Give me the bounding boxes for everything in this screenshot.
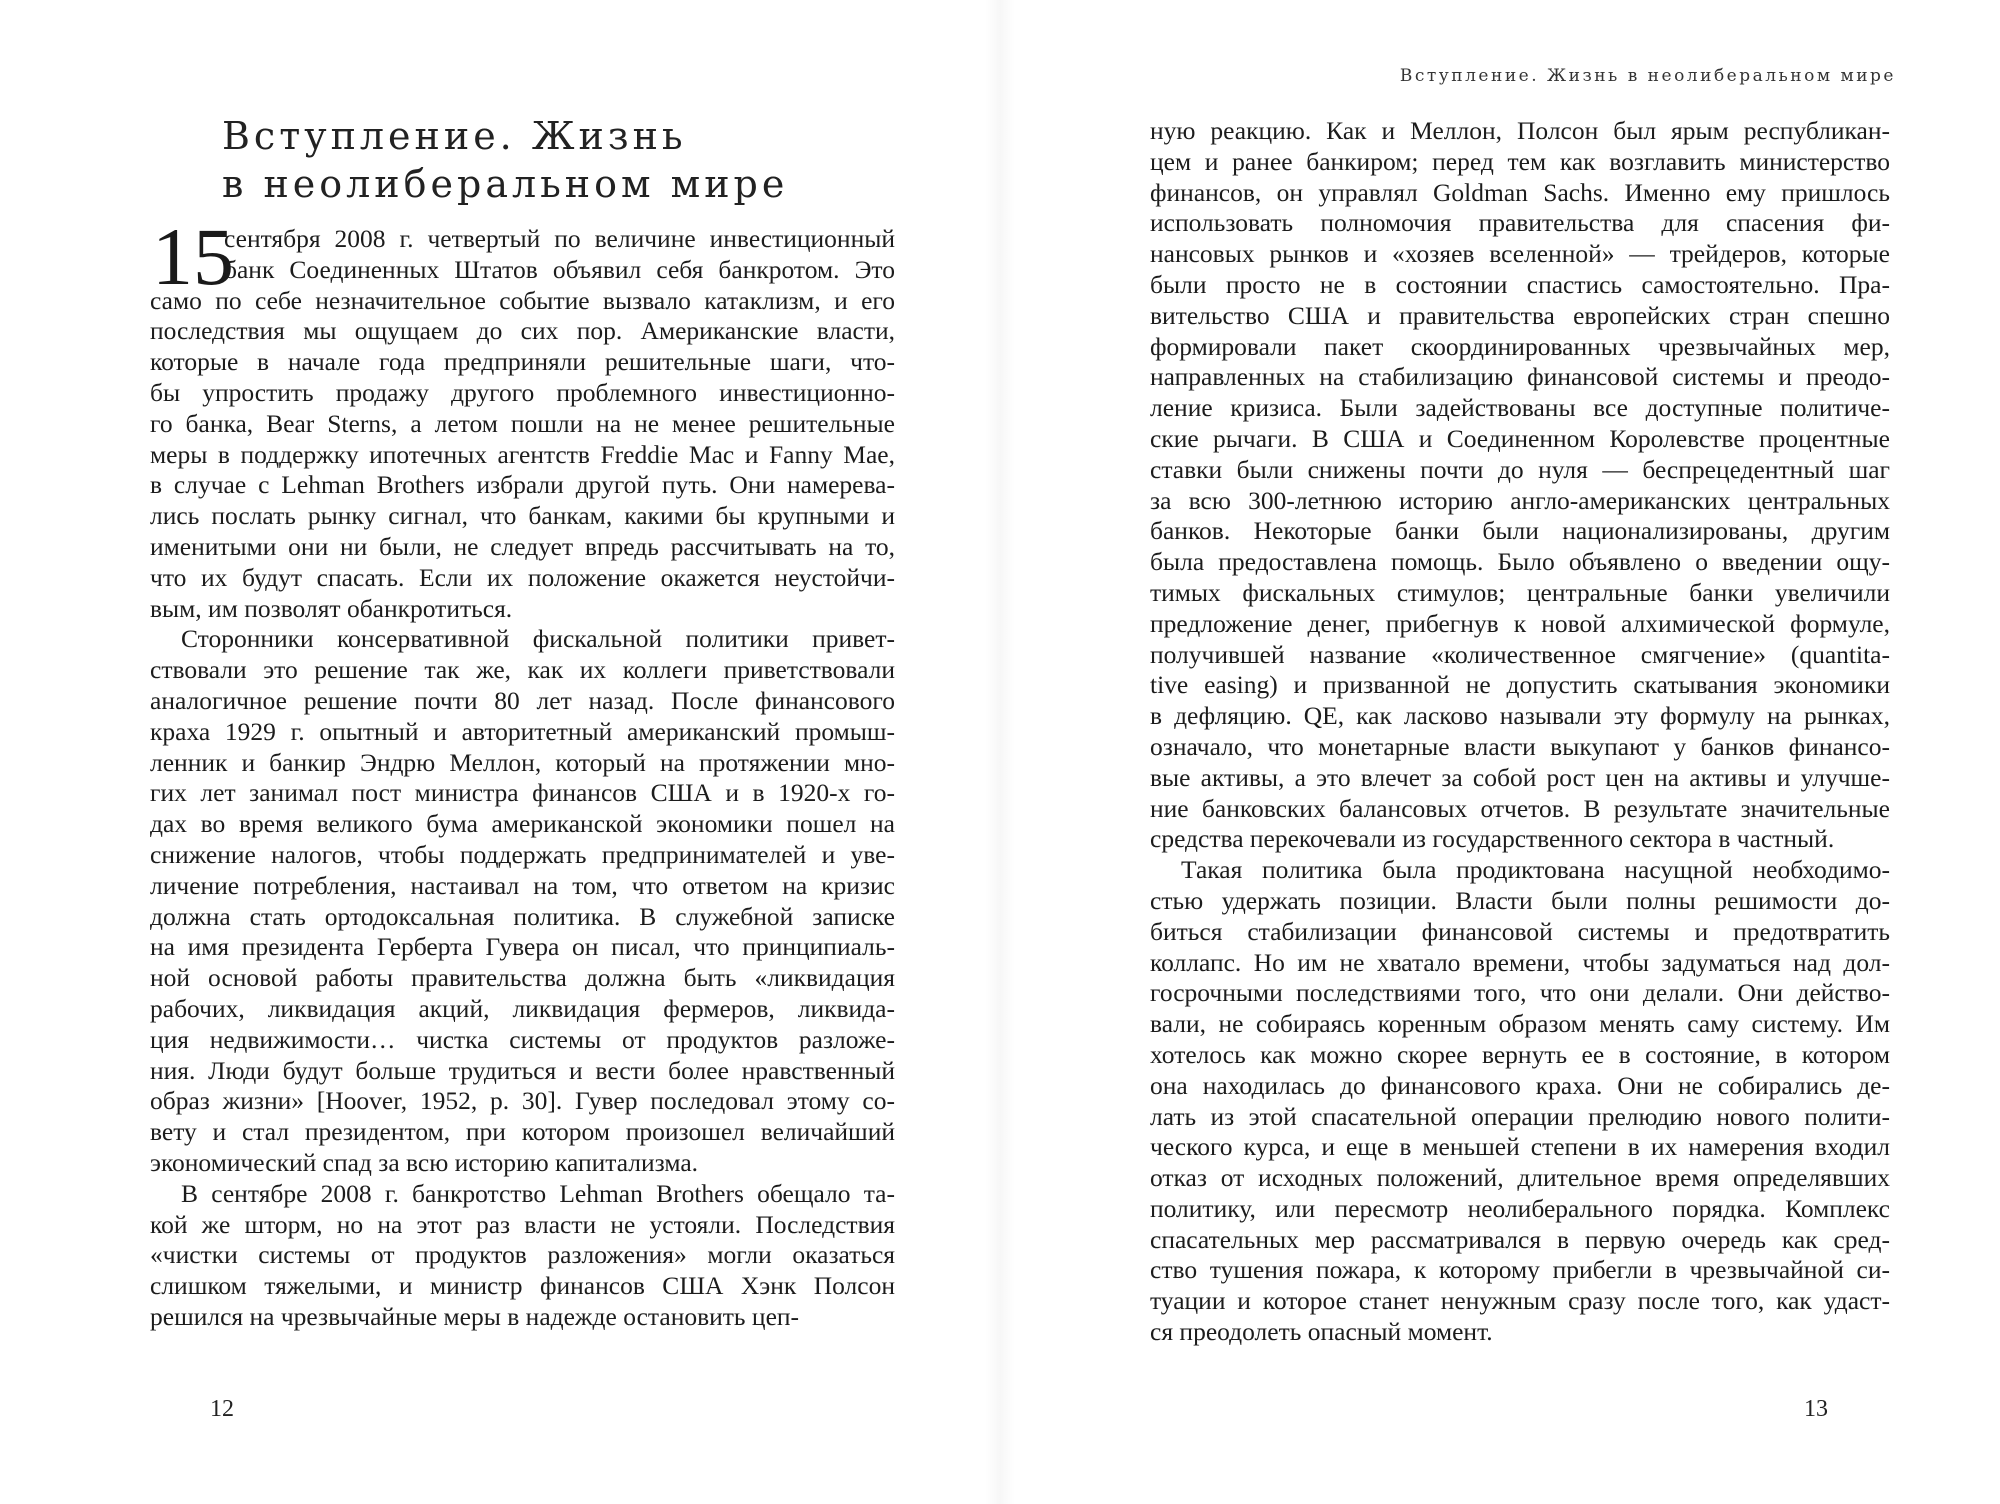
text-line: вым, им позволят обанкротиться. (150, 593, 513, 623)
text-line: вали, не собираясь коренным образом менять саму систему. Им (1150, 1009, 1890, 1039)
text-line: стью удержать позиции. Власти были полны решимости до- (1150, 885, 1890, 915)
text-line: экономический спад за всю историю капитализма. (150, 1147, 699, 1177)
text-line: рабочих, ликвидация акций, ликвидация фермеров, ликвида- (150, 993, 895, 1023)
text-line: за всю 300-летнюю историю англо-американских центральных (1150, 485, 1890, 515)
text-line: снижение налогов, чтобы поддержать предпринимателей и уве- (150, 839, 895, 869)
text-line: само по себе незначительное событие вызвало катаклизм, и его (150, 285, 895, 315)
text-line: гих лет занимал пост министра финансов США и в 1920-х го- (150, 778, 895, 808)
text-line: отказ от исходных положений, длительное время определявших (1150, 1163, 1890, 1193)
drop-cap: 15 (152, 211, 234, 302)
text-line: которые в начале года предприняли решительные шаги, что- (150, 347, 895, 377)
text-line: В сентябре 2008 г. банкротство Lehman Brothers обещало та- (181, 1178, 895, 1208)
text-line: банк Соединенных Штатов объявил себя банкротом. Это (224, 254, 895, 284)
right-body-text (1150, 116, 1890, 1348)
text-line: меры в поддержку ипотечных агентств Freddie Mac и Fanny Mae, (150, 439, 895, 469)
text-line: лись послать рынку сигнал, что банкам, какими бы крупными и (150, 501, 895, 531)
text-line: направленных на стабилизацию финансовой системы и преодо- (1150, 362, 1890, 392)
text-line: финансов, он управлял Goldman Sachs. Именно ему пришлось (1150, 177, 1890, 207)
text-line: слишком тяжелыми, и министр финансов США Хэнк Полсон (150, 1271, 895, 1301)
text-line: тимых фискальных стимулов; центральные банки увеличили (1150, 577, 1890, 607)
text-line: цем и ранее банкиром; перед тем как возглавить министерство (1150, 146, 1890, 176)
text-line: она находилась до финансового краха. Они не собирались де- (1150, 1070, 1890, 1100)
text-line: была предоставлена помощь. Было объявлено о введении ощу- (1150, 547, 1890, 577)
page-number: 13 (1804, 1396, 1828, 1422)
text-line: в случае с Lehman Brothers избрали другой путь. Они намерева- (150, 470, 895, 500)
text-line: ния. Люди будут больше трудиться и вести более нравственный (150, 1055, 895, 1085)
text-line: политику, или пересмотр неолиберального порядка. Комплекс (1150, 1193, 1890, 1223)
text-line: означало, что монетарные власти выкупают у банков финансо- (1150, 731, 1890, 761)
text-line: личение потребления, настаивал на том, что ответом на кризис (150, 870, 895, 900)
text-line: хотелось как можно скорее вернуть ее в состояние, в котором (1150, 1039, 1890, 1069)
text-line: спасательных мер рассматривался в первую очередь как сред- (1150, 1224, 1890, 1254)
text-line: коллапс. Но им не хватало времени, чтобы задуматься над дол- (1150, 947, 1890, 977)
text-line: госрочными последствиями того, что они делали. Они действо- (1150, 978, 1890, 1008)
text-line: лать из этой спасательной операции прелюдию нового полити- (1150, 1101, 1890, 1131)
running-head: Вступление. Жизнь в неолиберальном мире (1399, 66, 1896, 86)
text-line: вые активы, а это влечет за собой рост цен на активы и улучше- (1150, 762, 1890, 792)
text-line: аналогичное решение почти 80 лет назад. После финансового (150, 685, 895, 715)
text-line: вету и стал президентом, при котором произошел величайший (150, 1117, 895, 1147)
text-line: биться стабилизации финансовой системы и предотвратить (1150, 916, 1890, 946)
text-line: «чистки системы от продуктов разложения» могли оказаться (150, 1240, 895, 1270)
text-line: ческого курса, и еще в меньшей степени в их намерения входил (1150, 1132, 1890, 1162)
text-line: последствия мы ощущаем до сих пор. Американские власти, (150, 316, 895, 346)
text-line: ление кризиса. Были задействованы все доступные политиче- (1150, 393, 1890, 423)
text-line: вительство США и правительства европейских стран спешно (1150, 300, 1890, 330)
text-line: решился на чрезвычайные меры в надежде остановить цеп- (150, 1301, 800, 1331)
text-line: ция недвижимости… чистка системы от продуктов разложе- (150, 1024, 895, 1054)
left-body-text (150, 211, 895, 1333)
text-line: Сторонники консервативной фискальной политики привет- (181, 624, 895, 654)
text-line: были просто не в состоянии спастись самостоятельно. Пра- (1150, 269, 1890, 299)
text-line: tive easing) и призванной не допустить скатывания экономики (1150, 670, 1890, 700)
chapter-title-line: в неолиберальном мире (222, 162, 789, 206)
text-line: что их будут спасать. Если их положение окажется неустойчи- (150, 562, 895, 592)
text-line: должна стать ортодоксальная политика. В служебной записке (150, 901, 895, 931)
text-line: го банка, Bear Sterns, а летом пошли на не менее решительные (150, 408, 895, 438)
text-line: ленник и банкир Эндрю Меллон, который на протяжении мно- (150, 747, 895, 777)
right-page (1000, 0, 2000, 1504)
text-line: ставки были снижены почти до нуля — беспрецедентный шаг (1150, 454, 1890, 484)
text-line: использовать полномочия правительства для спасения фи- (1150, 208, 1890, 238)
text-line: кой же шторм, но на этот раз власти не устояли. Последствия (150, 1209, 895, 1239)
chapter-title-line: Вступление. Жизнь (222, 114, 687, 158)
text-line: ной основой работы правительства должна быть «ликвидация (150, 963, 895, 993)
text-line: ство тушения пожара, к которому прибегли в чрезвычайной си- (1150, 1255, 1890, 1285)
text-line: туации и которое станет ненужным сразу после того, как удаст- (1150, 1286, 1890, 1316)
text-line: средства перекочевали из государственного сектора в частный. (1150, 824, 1835, 854)
text-line: ние банковских балансовых отчетов. В результате значительные (1150, 793, 1890, 823)
chapter-title (222, 112, 922, 208)
text-line: формировали пакет скоординированных чрезвычайных мер, (1150, 331, 1890, 361)
text-line: банков. Некоторые банки были национализированы, другим (1150, 516, 1890, 546)
text-line: в дефляцию. QE, как ласково называли эту формулу на рынках, (1150, 701, 1890, 731)
text-line: ся преодолеть опасный момент. (1150, 1317, 1493, 1347)
text-line: ские рычаги. В США и Соединенном Королевстве процентные (1150, 423, 1890, 453)
text-line: на имя президента Герберта Гувера он писал, что принципиаль- (150, 932, 895, 962)
text-line: Такая политика была продиктована насущной необходимо- (1181, 855, 1890, 885)
page-number: 12 (210, 1396, 234, 1422)
text-line: дах во время великого бума американской экономики пошел на (150, 809, 895, 839)
text-line: краха 1929 г. опытный и авторитетный американский промыш- (150, 716, 895, 746)
text-line: именитыми они ни были, не следует впредь рассчитывать на то, (150, 531, 895, 561)
text-line: сентября 2008 г. четвертый по величине инвестиционный (224, 224, 895, 253)
text-line: предложение денег, прибегнув к новой алхимической формуле, (1150, 608, 1890, 638)
text-line: получившей название «количественное смягчение» (quantita- (1150, 639, 1890, 669)
text-line: ную реакцию. Как и Меллон, Полсон был ярым республикан- (1150, 116, 1890, 145)
text-line: образ жизни» [Hoover, 1952, p. 30]. Гувер последовал этому со- (150, 1086, 895, 1116)
text-line: ствовали это решение так же, как их коллеги приветствовали (150, 655, 895, 685)
text-line: нансовых рынков и «хозяев вселенной» — трейдеров, которые (1150, 239, 1890, 269)
text-line: бы упростить продажу другого проблемного инвестиционно- (150, 377, 895, 407)
